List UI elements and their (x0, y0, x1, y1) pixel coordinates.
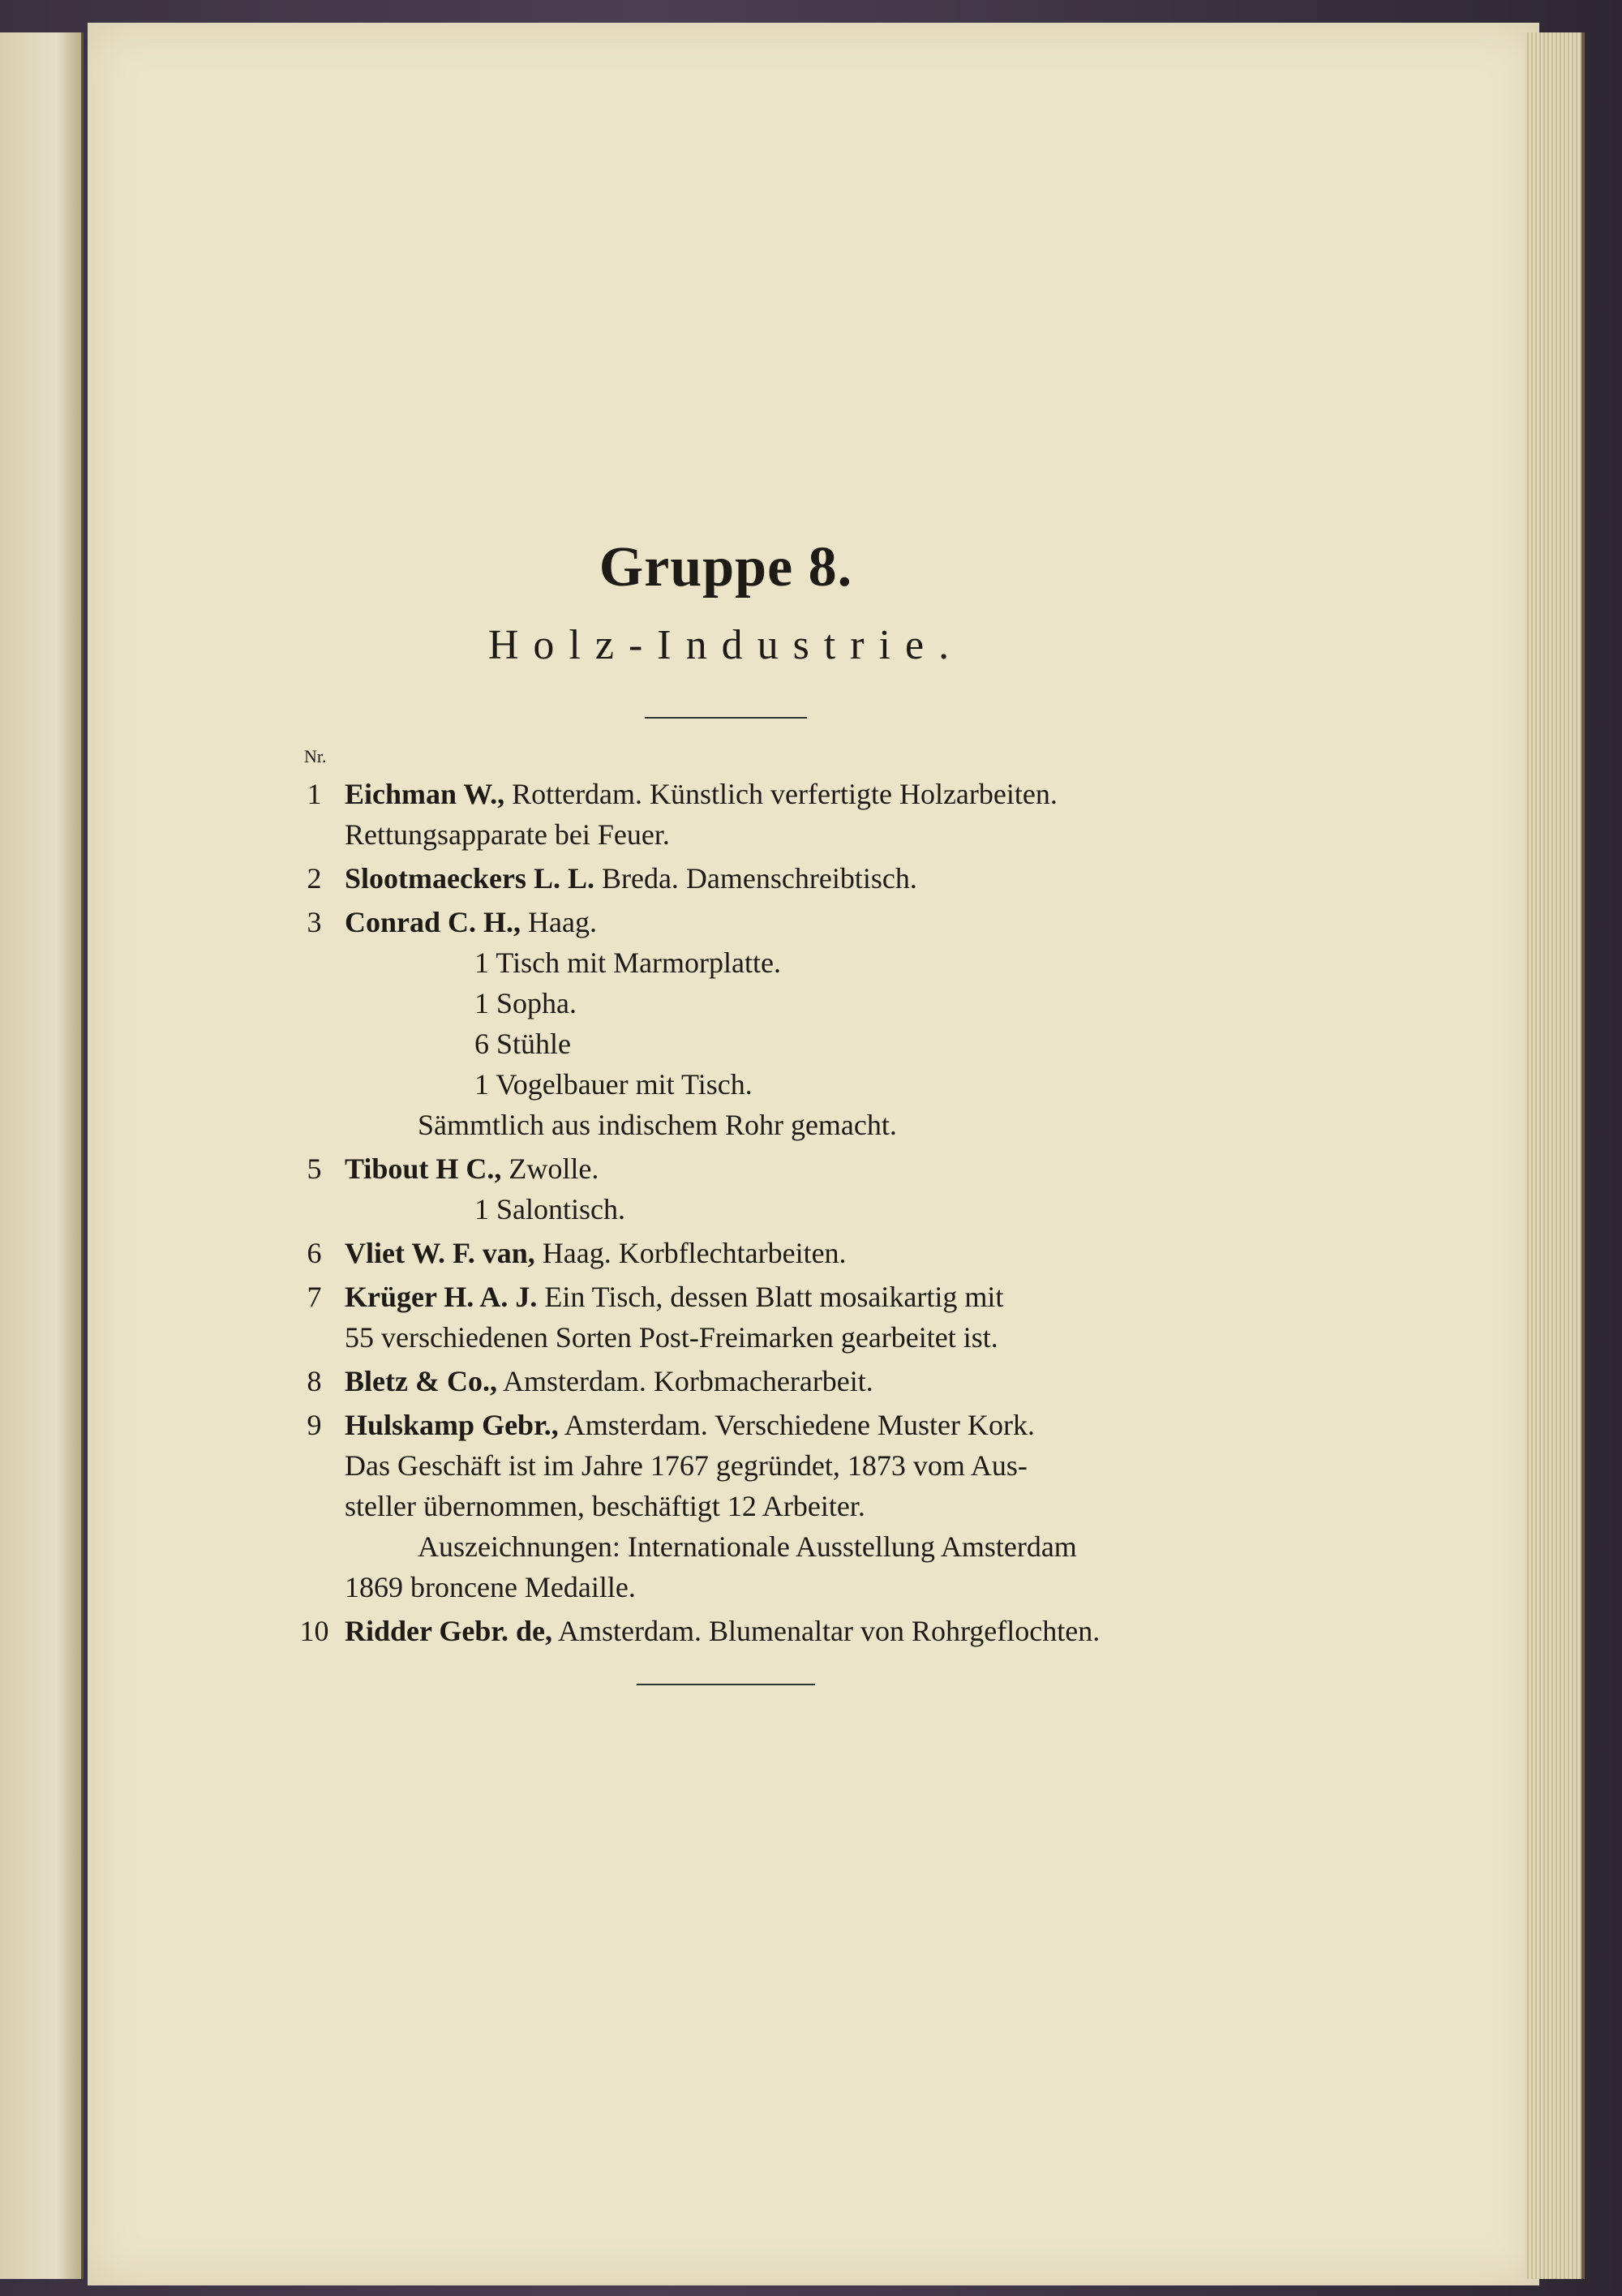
page-stack-edge (1525, 32, 1585, 2279)
list-item (195, 1277, 1257, 1358)
entry-item: 1 Sopha. (474, 987, 577, 1019)
entry-text: Haag. (528, 906, 597, 938)
entry-note: 1869 broncene Medaille. (345, 1571, 636, 1603)
list-item (195, 774, 1257, 855)
entry-text: Haag. Korbflechtarbeiten. (542, 1237, 847, 1269)
exhibitor-name: Slootmaeckers L. L. (345, 862, 594, 895)
entry-text: 55 verschiedenen Sorten Post-Freimarken gearbeitet ist. (345, 1321, 998, 1354)
exhibitor-name: Ridder Gebr. de, (345, 1615, 553, 1647)
list-item (195, 1233, 1257, 1273)
entry-number: 7 (307, 1281, 322, 1313)
entry-number: 3 (307, 906, 322, 938)
entry-note: Sämmtlich aus indischem Rohr gemacht. (418, 1109, 897, 1141)
page-content (195, 535, 1257, 1685)
entry-note: Auszeichnungen: Internationale Ausstellung Amsterdam (418, 1530, 1077, 1563)
exhibitor-name: Krüger H. A. J. (345, 1281, 538, 1313)
list-item (195, 902, 1257, 1145)
entry-number: 10 (299, 1615, 329, 1647)
exhibitor-name: Eichman W., (345, 778, 505, 810)
title-divider (645, 717, 807, 719)
entry-text: Amsterdam. Verschiedene Muster Kork. (564, 1409, 1035, 1441)
exhibitor-name: Bletz & Co., (345, 1365, 497, 1397)
entry-number: 5 (307, 1152, 322, 1185)
entry-number: 9 (307, 1409, 322, 1441)
entry-text: Rotterdam. Künstlich verfertigte Holzarbeiten. (512, 778, 1058, 810)
entry-list (195, 774, 1257, 1651)
entry-number: 6 (307, 1237, 322, 1269)
entry-number: 2 (307, 862, 322, 895)
list-item (195, 1405, 1257, 1607)
entry-text: steller übernommen, beschäftigt 12 Arbeiter. (345, 1490, 865, 1522)
entry-text: Zwolle. (508, 1152, 599, 1185)
entry-text: Rettungsapparate bei Feuer. (345, 818, 670, 851)
entry-item: 1 Tisch mit Marmorplatte. (474, 946, 781, 979)
list-item (195, 1148, 1257, 1230)
page-title: Gruppe 8. (599, 536, 853, 599)
entry-text: Ein Tisch, dessen Blatt mosaikartig mit (544, 1281, 1004, 1313)
exhibitor-name: Conrad C. H., (345, 906, 521, 938)
page-subtitle: Holz-Industrie. (487, 622, 964, 668)
end-divider (637, 1684, 815, 1685)
entry-item: 6 Stühle (474, 1028, 572, 1060)
exhibitor-name: Tibout H C., (345, 1152, 502, 1185)
number-column-label: Nr. (304, 746, 327, 766)
list-item (195, 1611, 1257, 1651)
entry-text: Amsterdam. Korbmacherarbeit. (502, 1365, 873, 1397)
left-page-edge (0, 32, 84, 2279)
exhibitor-name: Hulskamp Gebr., (345, 1409, 559, 1441)
entry-item: 1 Vogelbauer mit Tisch. (474, 1068, 753, 1101)
entry-text: Amsterdam. Blumenaltar von Rohrgeflochten. (558, 1615, 1101, 1647)
entry-item: 1 Salontisch. (474, 1193, 625, 1225)
exhibitor-name: Vliet W. F. van, (345, 1237, 535, 1269)
entry-number: 1 (307, 778, 322, 810)
entry-number: 8 (307, 1365, 322, 1397)
list-item (195, 858, 1257, 899)
entry-text: Das Geschäft ist im Jahre 1767 gegründet, 1873 vom Aus- (345, 1449, 1028, 1482)
entry-text: Breda. Damenschreibtisch. (601, 862, 917, 895)
list-item (195, 1361, 1257, 1401)
